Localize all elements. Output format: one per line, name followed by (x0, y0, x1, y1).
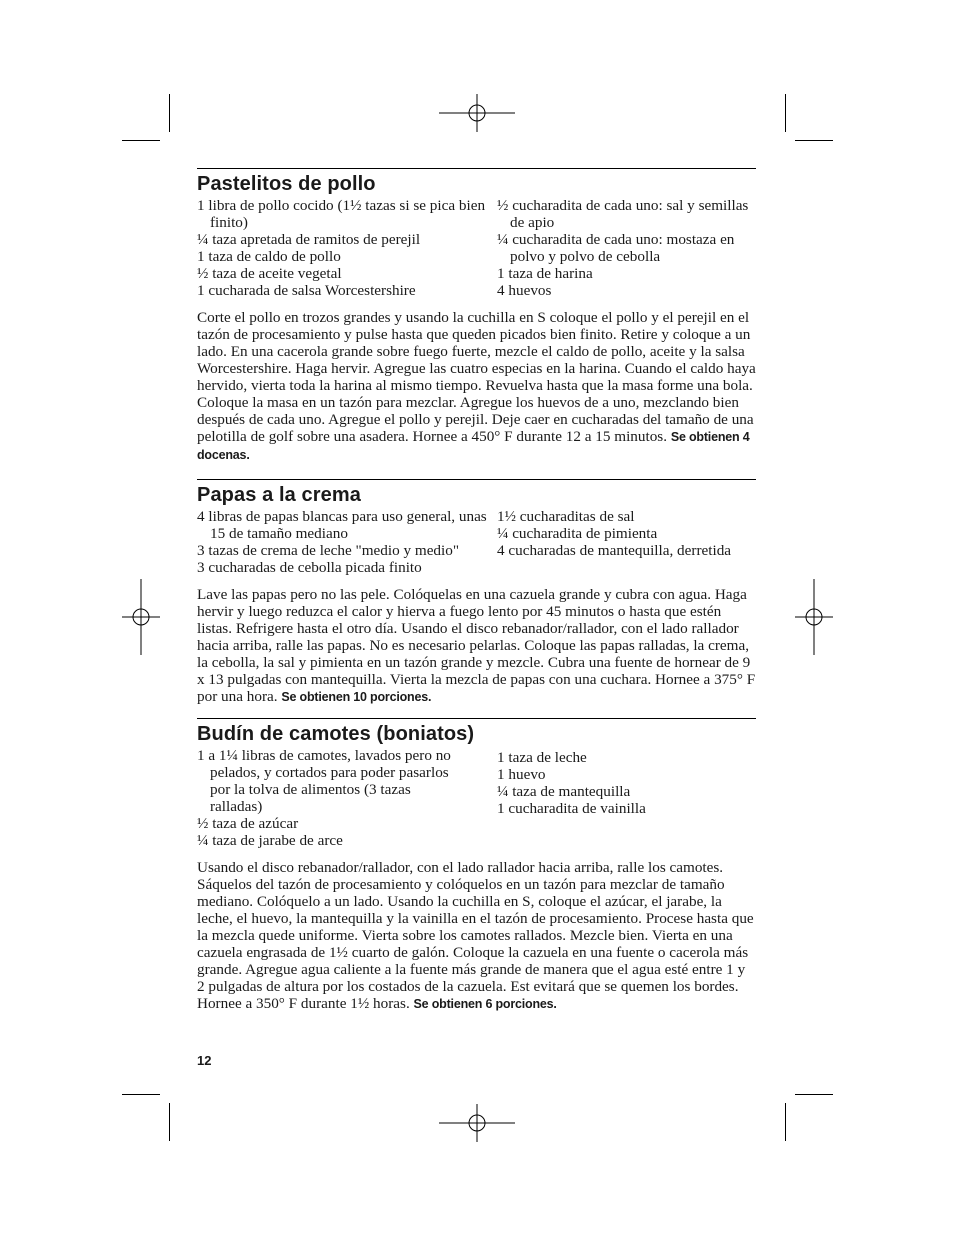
ingredient: 4 cucharadas de mantequilla, derretida (497, 542, 732, 559)
recipe-budin (197, 718, 756, 1013)
ingredient: 1 a 1¼ libras de camotes, lavados pero no pelados, y cortados para poder pasarlos por la tolva de alimentos (3 tazas ralladas) (197, 747, 451, 815)
ingredient: 1 taza de leche (497, 749, 587, 766)
recipe-yield: Se obtienen 6 porciones. (413, 997, 557, 1011)
ingredient-column-right (497, 747, 756, 849)
recipe-yield: Se obtienen 10 porciones. (281, 690, 432, 704)
instructions-text: Corte el pollo en trozos grandes y usando la cuchilla en S coloque el pollo y el perejil en el tazón de procesamiento y pulse hasta que queden picados bien finito. Retire y coloque a un lado. En una cacerola grande sobre fuego fuerte, mezcle el caldo de pollo, aceite y la salsa Worcestershire. Haga hervir. Agregue las cuatro especias en la harina. Cuando el caldo haya hervido, vierta toda la harina al mismo tiempo. Revuelva hasta que la masa forme una bola. Coloque la masa en un tazón para mezclar. Agregue los huevos de a uno, mezclando bien después de cada uno. Agregue el pollo y perejil. Deje caer en cucharadas del tamaño de una pelotilla de golf sobre una asadera. Hornee a 450° F durante 12 a 15 minutos. (197, 309, 756, 445)
ingredient: ½ cucharadita de cada uno: sal y semillas de apio (497, 197, 749, 231)
ingredient: 3 tazas de crema de leche "medio y medio" (197, 542, 460, 559)
ingredient: 4 huevos (497, 282, 552, 299)
registration-mark-left (122, 579, 160, 655)
ingredient: ¼ taza de jarabe de arce (197, 832, 343, 849)
crop-mark (169, 1103, 170, 1141)
ingredient: ¼ cucharadita de pimienta (497, 525, 658, 542)
instructions-text: Lave las papas pero no las pele. Colóquelas en una cazuela grande y cubra con agua. Haga hervir y luego reduzca el calor y hierva a fuego lento por 45 minutos o hasta que estén listas. Refrigere hasta el otro día. Usando el disco rebanador/rallador, con el lado rallador hacia arriba, ralle las papas. No es necesario pelarlas. Coloque las papas ralladas, la crema, la cebolla, la sal y pimienta en un tazón grande y mezcle. Cubra una fuente de hornear de 9 x 13 pulgadas con mantequilla. Vierta la mezcla de papas con una cuchara. Hornee a 375° F por una hora. (197, 586, 756, 705)
ingredient: 4 libras de papas blancas para uso general, unas 15 de tamaño mediano (197, 508, 487, 542)
instructions-text: Usando el disco rebanador/rallador, con el lado rallador hacia arriba, ralle los camotes. Sáquelos del tazón de procesamiento y colóquelos en un tazón para mezclar de tamaño mediano. Colóquelo a un lado. Usando la cuchilla en S, coloque el azúcar, el jarabe, la leche, el huevo, la mantequilla y la vainilla en el tazón de procesamiento. Procese hasta que la mezcla quede uniforme. Vierta sobre los camotes rallados. Mezcle bien. Vierta en una cazuela engrasada de 1½ cuarto de galón. Coloque la cazuela en una fuente o cacerola más grande. Agregue agua caliente a la fuente más grande de manera que el agua esté entre 1 y 2 pulgadas de altura por los costados de la cazuela. Est evitará que se quemen los bordes. Hornee a 350° F durante 1½ horas. (197, 859, 754, 1012)
recipe-papas (197, 479, 756, 706)
ingredient: 1 cucharada de salsa Worcestershire (197, 282, 416, 299)
recipe-title: Pastelitos de pollo (197, 173, 376, 195)
recipe-title: Budín de camotes (boniatos) (197, 723, 475, 745)
ingredient: 1 taza de caldo de pollo (197, 248, 341, 265)
ingredient: 3 cucharadas de cebolla picada finito (197, 559, 422, 576)
recipe-yield: Se obtienen 4 docenas. (197, 430, 750, 462)
ingredient: 1 huevo (497, 766, 546, 783)
registration-mark-bottom (439, 1104, 515, 1142)
ingredient-column-right (497, 197, 756, 299)
recipe-pastelitos (197, 168, 756, 464)
ingredient: ½ taza de aceite vegetal (197, 265, 342, 282)
ingredient-column-left (197, 747, 497, 849)
crop-mark (795, 140, 833, 141)
ingredient-column-left (197, 197, 497, 299)
ingredient-column-right (497, 508, 756, 576)
crop-mark (785, 1103, 786, 1141)
page-number: 12 (197, 1053, 212, 1068)
section-divider (197, 718, 756, 719)
ingredient: 1½ cucharaditas de sal (497, 508, 635, 525)
ingredient-column-left (197, 508, 497, 576)
crop-mark (122, 140, 160, 141)
ingredient: ¼ taza de mantequilla (497, 783, 631, 800)
page-content (197, 168, 756, 1013)
ingredient: ¼ cucharadita de cada uno: mostaza en polvo y polvo de cebolla (497, 231, 735, 265)
ingredient: ¼ taza apretada de ramitos de perejil (197, 231, 421, 248)
ingredient: 1 taza de harina (497, 265, 593, 282)
recipe-instructions (197, 309, 756, 464)
crop-mark (169, 94, 170, 132)
ingredient-list (197, 197, 756, 299)
registration-mark-top (439, 94, 515, 132)
ingredient-list (197, 747, 756, 849)
crop-mark (122, 1094, 160, 1095)
section-divider (197, 168, 756, 169)
ingredient: ½ taza de azúcar (197, 815, 299, 832)
recipe-instructions (197, 586, 756, 706)
ingredient-list (197, 508, 756, 576)
section-divider (197, 479, 756, 480)
registration-mark-right (795, 579, 833, 655)
crop-mark (785, 94, 786, 132)
recipe-title: Papas a la crema (197, 484, 361, 506)
crop-mark (795, 1094, 833, 1095)
ingredient: 1 cucharadita de vainilla (497, 800, 646, 817)
recipe-instructions (197, 859, 756, 1013)
ingredient: 1 libra de pollo cocido (1½ tazas si se pica bien finito) (197, 197, 486, 231)
